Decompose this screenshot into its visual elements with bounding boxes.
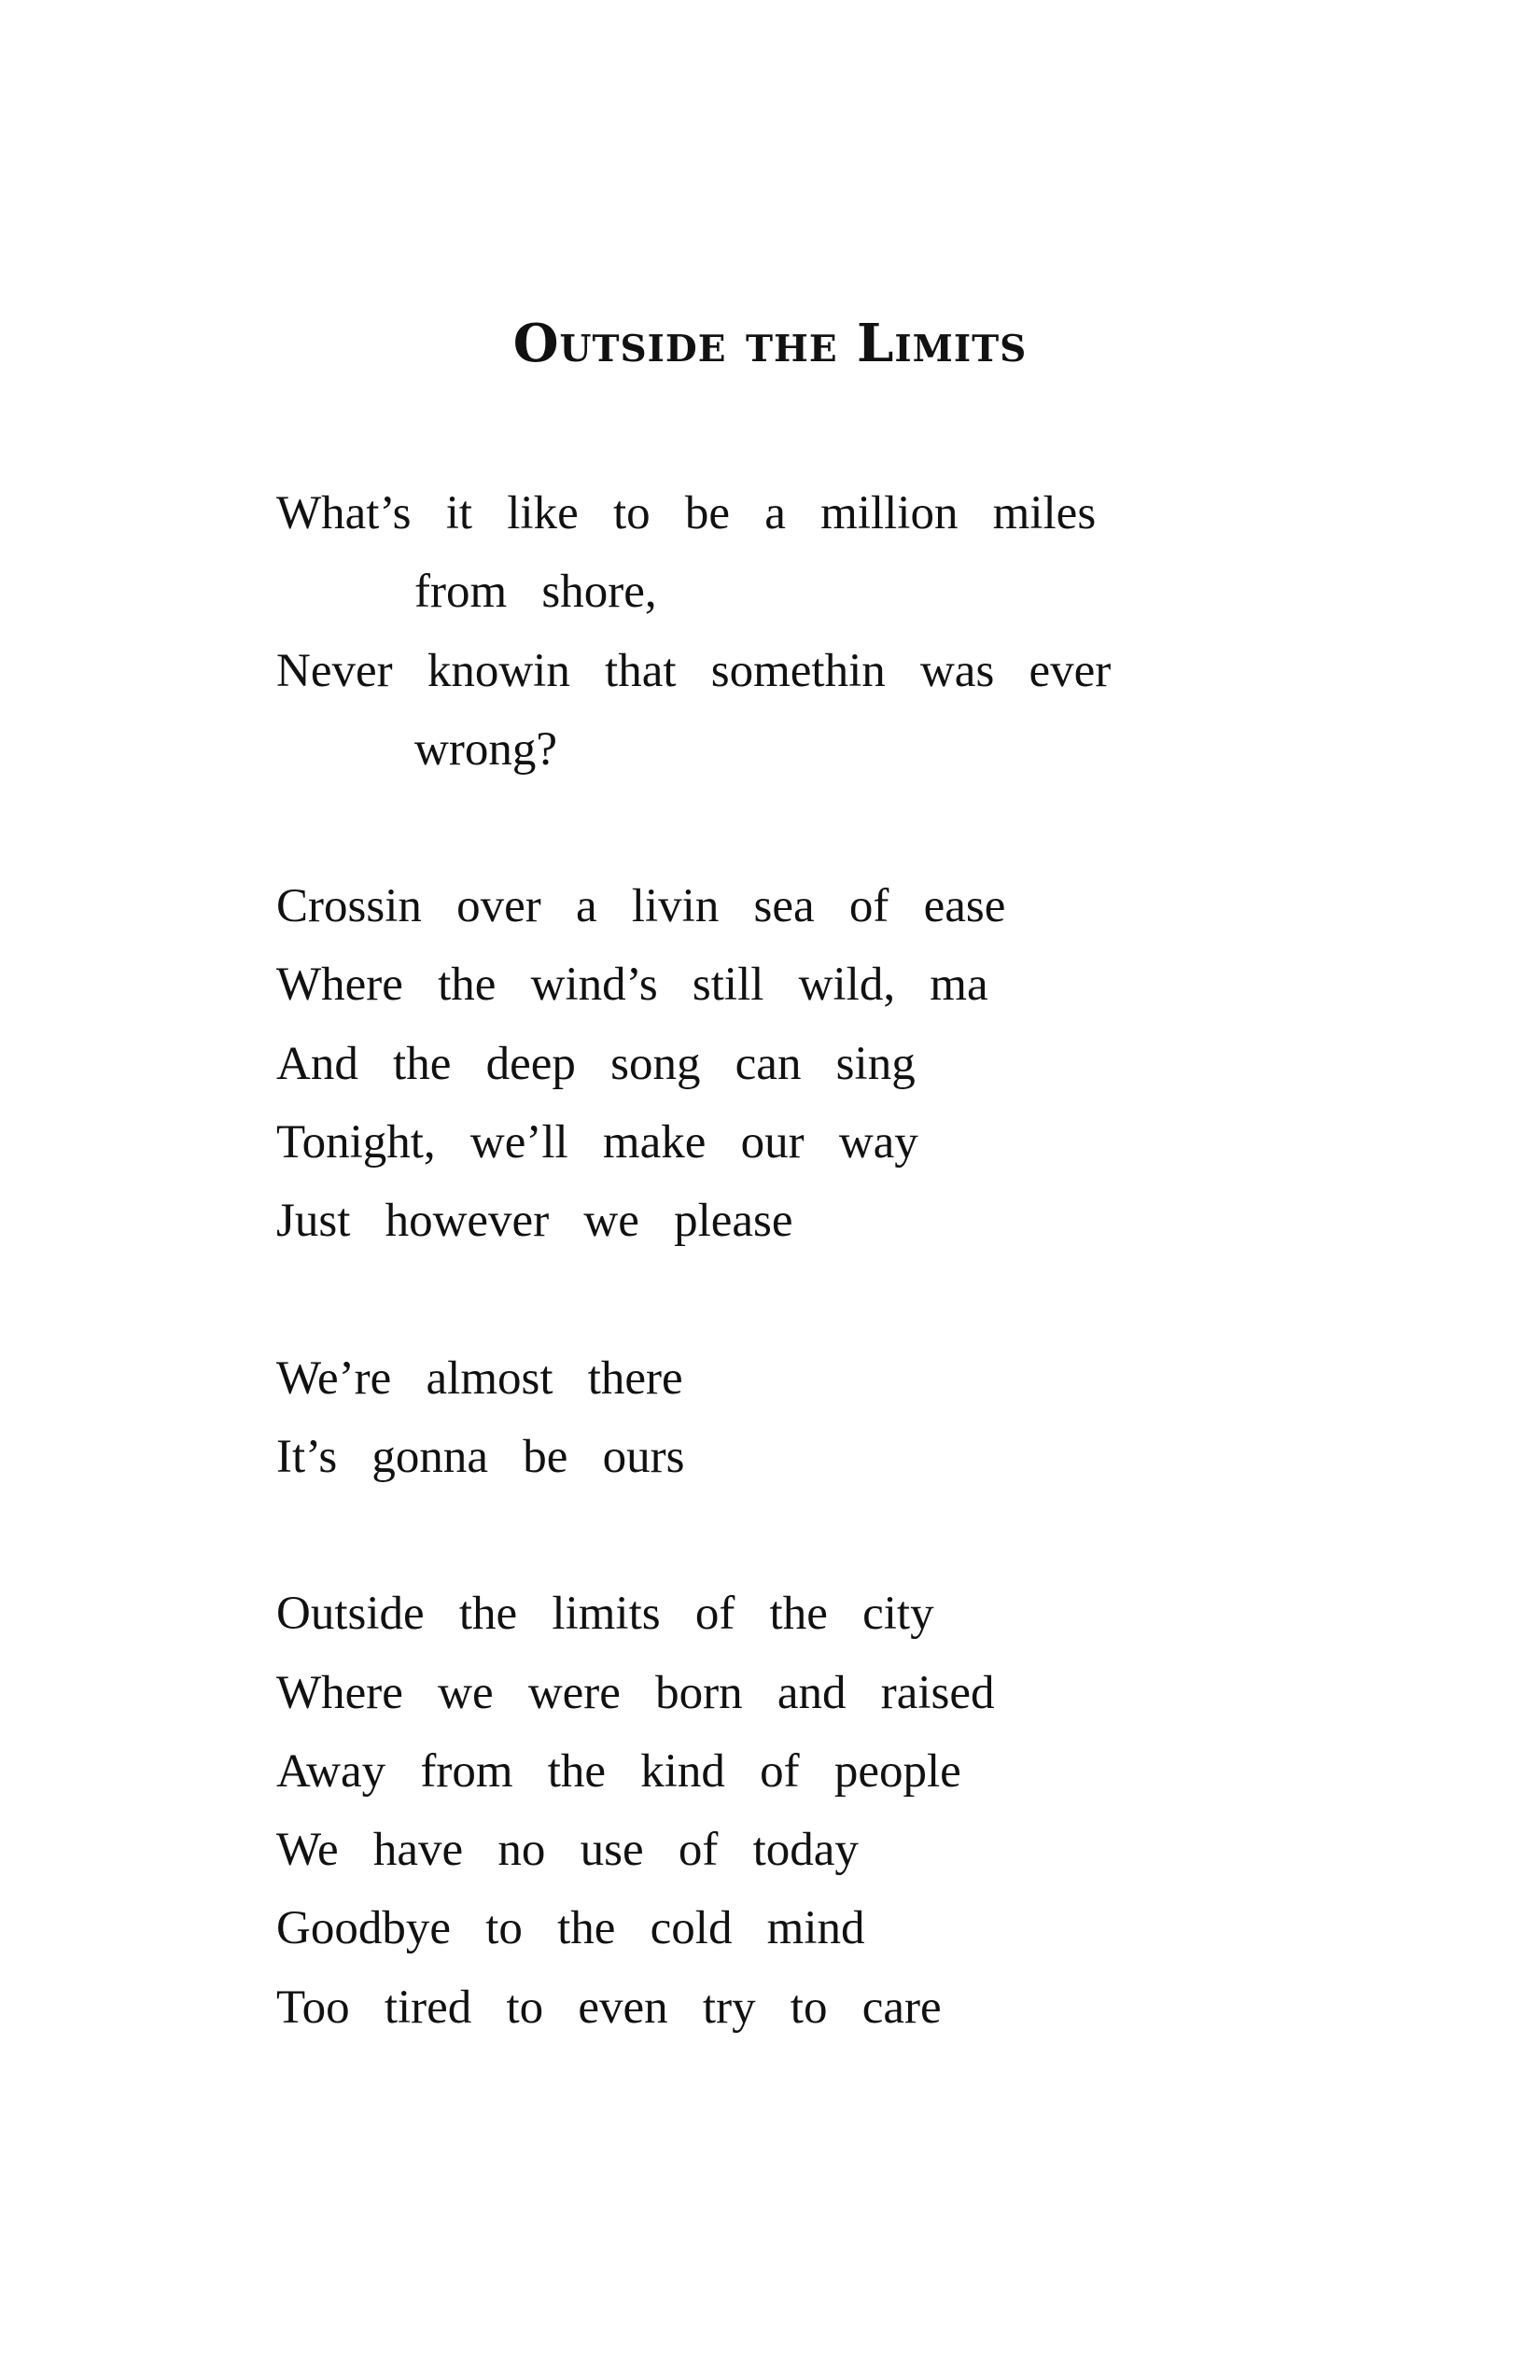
poem-line: Crossin over a livin sea of ease [276, 880, 1006, 933]
poem-title: Outside the Limits [512, 313, 1028, 374]
poem-line: Goodbye to the cold mind [276, 1902, 865, 1955]
poem-line: We have no use of today [276, 1824, 859, 1877]
poem-line: What’s it like to be a million miles [276, 487, 1097, 539]
poem-line: Where the wind’s still wild, ma [276, 959, 988, 1012]
poem-line: Where we were born and raised [276, 1666, 995, 1719]
poem-line: Tonight, we’ll make our way [276, 1116, 918, 1169]
poem-line: We’re almost there [276, 1351, 683, 1405]
stanza-1 [276, 474, 1396, 789]
poem-line-continuation: wrong? [414, 722, 557, 776]
stanza-3 [276, 1339, 1396, 1497]
poem-line: It’s gonna be ours [276, 1430, 685, 1483]
stanza-2 [276, 867, 1396, 1260]
poem-body [276, 474, 1396, 2125]
poem-line: Just however we please [276, 1195, 793, 1248]
poem-line: Too tired to even try to care [276, 1981, 942, 2034]
poem-line: Away from the kind of people [276, 1744, 961, 1798]
poem-line: Never knowin that somethin was ever [276, 644, 1112, 697]
poem-line: And the deep song can sing [276, 1037, 916, 1090]
stanza-4 [276, 1575, 1396, 2047]
poem-line: Outside the limits of the city [276, 1588, 934, 1641]
poem-line-continuation: from shore, [414, 566, 657, 619]
